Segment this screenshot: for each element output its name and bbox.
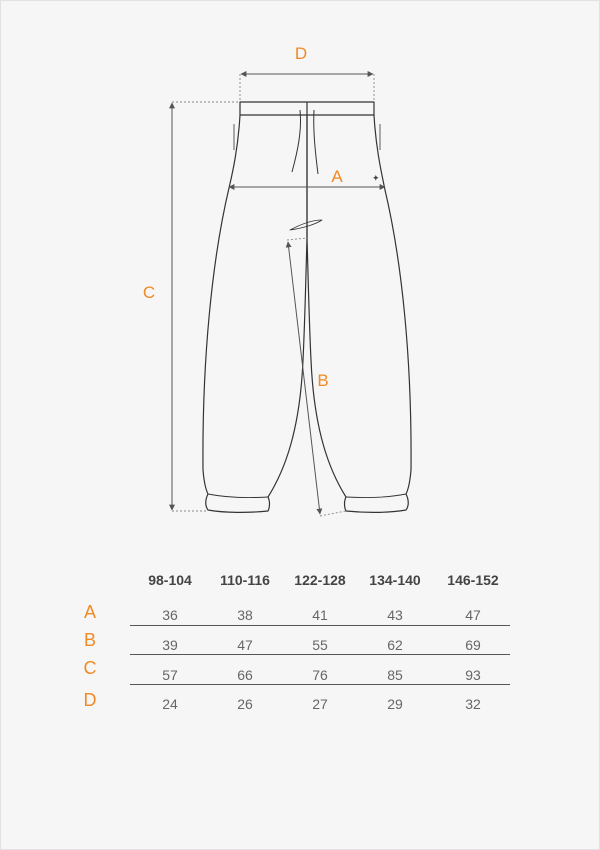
table-cell: 36 <box>162 607 178 623</box>
size-header: 110-116 <box>220 572 270 588</box>
table-cell: 27 <box>312 696 328 712</box>
table-cell: 85 <box>387 667 403 683</box>
guide-b-top <box>287 238 307 240</box>
logo-swoosh <box>290 220 322 230</box>
table-cell: 76 <box>312 667 328 683</box>
table-cell: 47 <box>465 607 481 623</box>
left-cuff-line <box>208 494 268 498</box>
right-leg <box>307 115 411 512</box>
guide-lines <box>172 74 374 516</box>
row-letter: A <box>83 602 96 622</box>
size-header: 146-152 <box>447 572 499 588</box>
table-cell: 69 <box>465 637 481 653</box>
left-drawstring <box>292 110 301 172</box>
table-cell: 62 <box>387 637 403 653</box>
pants-outline <box>203 102 411 512</box>
table-cell: 38 <box>237 607 253 623</box>
guide-b-bottom <box>320 511 346 516</box>
table-cell: 43 <box>387 607 403 623</box>
table-cell: 55 <box>312 637 328 653</box>
row-letter: C <box>83 658 97 678</box>
label-a: A <box>331 167 343 186</box>
measurement-arrows <box>172 74 385 514</box>
table-cell: 47 <box>237 637 253 653</box>
table-cell: 57 <box>162 667 178 683</box>
table-cell: 24 <box>162 696 178 712</box>
star-mark: ✦ <box>372 174 380 184</box>
right-drawstring <box>314 110 318 174</box>
left-leg <box>203 115 307 512</box>
table-cell: 39 <box>162 637 178 653</box>
table-cell: 26 <box>237 696 253 712</box>
row-divider <box>130 654 510 655</box>
size-header: 134-140 <box>369 572 421 588</box>
size-header: 98-104 <box>148 572 192 588</box>
table-cell: 29 <box>387 696 403 712</box>
row-divider <box>130 684 510 685</box>
table-cell: 32 <box>465 696 481 712</box>
right-cuff-line <box>346 494 406 498</box>
label-b: B <box>317 371 329 390</box>
size-header: 122-128 <box>294 572 346 588</box>
arrow-b <box>288 242 320 514</box>
label-c: C <box>142 283 156 302</box>
label-d: D <box>294 44 308 63</box>
table-cell: 41 <box>312 607 328 623</box>
row-letter: D <box>83 690 97 710</box>
table-cell: 93 <box>465 667 481 683</box>
row-letter: B <box>83 630 96 650</box>
table-cell: 66 <box>237 667 253 683</box>
row-divider <box>130 625 510 626</box>
